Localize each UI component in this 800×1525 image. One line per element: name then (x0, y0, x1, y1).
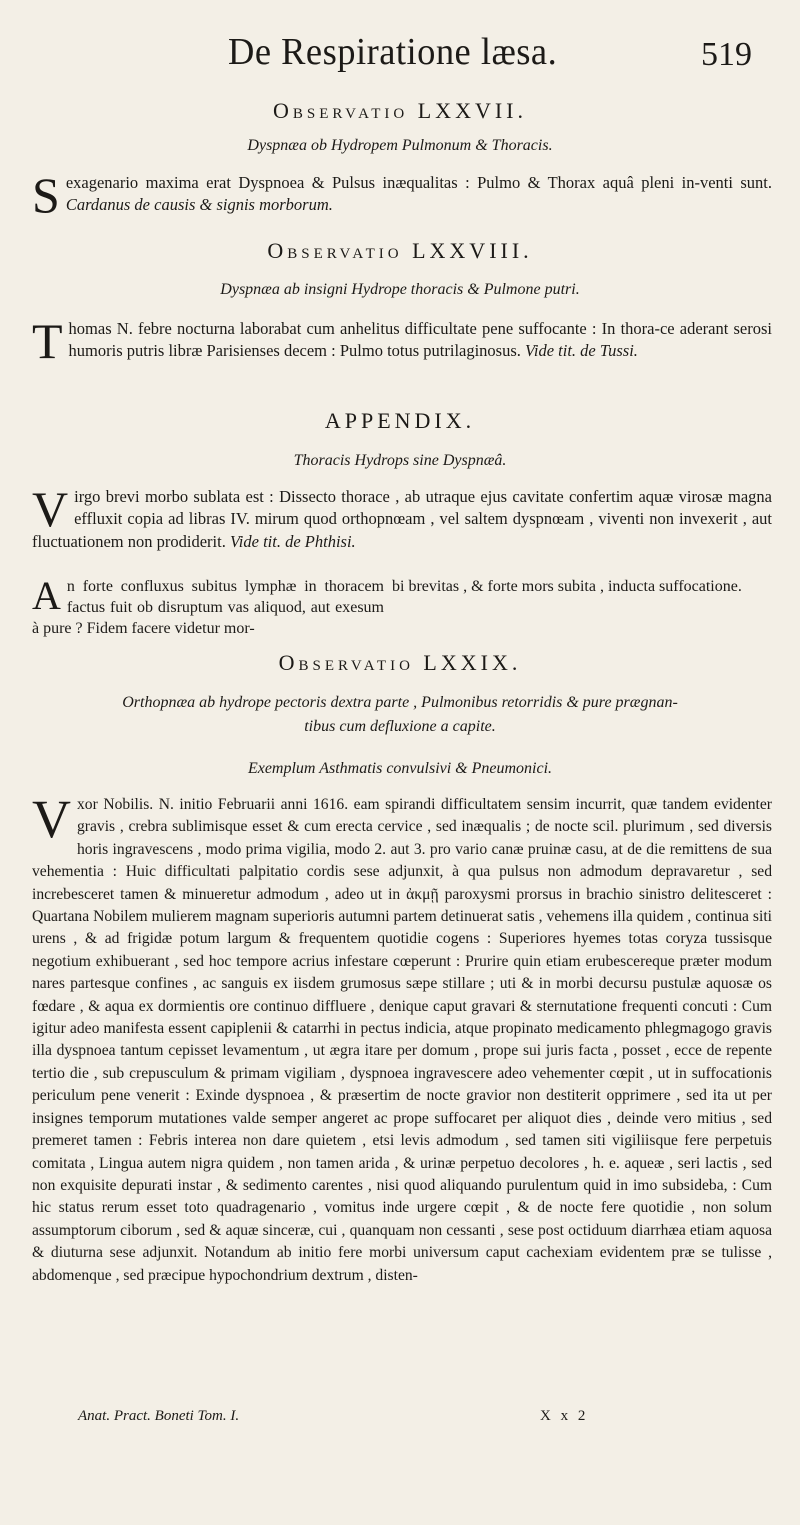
observation-77-text (32, 167, 772, 223)
page-footer (0, 1408, 800, 1432)
observation-78-heading: Observatio LXXVIII. (267, 238, 533, 263)
observation-77-body: exagenario maxima erat Dyspnoea & Pulsus inæqualitas : Pulmo & Thorax aquâ pleni in-venti sunt. (65, 173, 772, 192)
observation-79-subtitle-2: Exemplum Asthmatis convulsivi & Pneumonici. (247, 760, 553, 777)
observation-78-text (32, 313, 772, 369)
observation-78-body: homas N. febre nocturna laborabat cum anhelitus difficultate pene suffocante : In thora-ce aderant serosi humoris putris libræ Parisienses decem : Pulmo totus putrilaginosus. (68, 319, 772, 361)
observation-77-subtitle: Dyspnæa ob Hydropem Pulmonum & Thoracis. (247, 137, 553, 154)
footer-signature-mark: X x 2 (540, 1408, 589, 1424)
appendix-column-left (32, 573, 384, 639)
drop-cap: A (32, 573, 61, 618)
page-number: 519 (701, 36, 752, 73)
appendix-column-right: bi brevitas , & forte mors subita , inducta suffocatione. (392, 578, 742, 595)
reference: Vide tit. de Tussi. (525, 341, 638, 361)
appendix-column-left-text: n forte confluxus subitus lymphæ in thoracem factus fuit ob disruptum vas aliquod, aut exesum à pure ? Fidem facere videtur mor- (32, 578, 384, 637)
running-title: De Respiratione læsa. (228, 31, 558, 73)
appendix-body: irgo brevi morbo sublata est : Dissecto thorace , ab utraque ejus cavitate confertim aquæ virosæ magna effluxit copia ad libras IV. mirum quod orthopnœam , vel saltem dyspnœam , viventi non invexerit , aut fluctuationem non prodiderit. (32, 487, 772, 551)
page-header (0, 30, 800, 80)
drop-cap: V (32, 481, 69, 537)
drop-cap: S (32, 167, 60, 223)
drop-cap: T (32, 313, 63, 369)
observation-79-heading: Observatio LXXIX. (278, 650, 522, 675)
reference: Cardanus de causis & signis morborum. (65, 195, 333, 215)
observation-79-subtitle-line1: Orthopnæa ab hydrope pectoris dextra parte , Pulmonibus retorridis & pure prægnan- (122, 694, 678, 711)
observation-79-body: xor Nobilis. N. initio Februarii anni 1616. eam spirandi difficultatem sensim incurrit, quæ tandem evidenter gravis , crebra sublimisque esset & cum erecta cervice , sed inæqualis ; de nocte scil. plurimum , sed diversis horis ingravescens , modo prima vigilia, modo 2. aut 3. pro vario canæ pruinæ casu, at de die remittens de sua vehementia : Huic difficultati palpitatio cordis sese adjunxit, à qua pulsus non admodum depravaretur , sed increbesceret tamen & minueretur admodum , adeo ut in ἀκμῇ paroxysmi prorsus in brachio sinistro delitesceret : Quartana Nobilem mulierem magnam superioris autumni partem detinuerat satis , vehemens illa quidem , continua siti urens , & ad frigidæ potum largum & frequentem quotidie cogens : Superiores hyemes totas coryza tussisque negotium exhibuerant , sed hoc tempore acrius infestare cœperunt : Prurire quin etiam erubescereque præter modum nares partesque confines , ac sanguis ex iisdem grumosus sæpe stillare ; uti & in morbi decursu pustulæ aquosæ os fœdare , & aqua ex dormientis ore continuo diffluere , denique caput gravari & sternutatione frequenti concuti : Cum igitur adeo manifesta essent capiplenii & catarrhi in pectus indicia, atque propinato medicamento phlegmagogo gravis illa dyspnoea tantum cepisset levamentum , ut ægra itare per domum , prope sui juris facta , posset , ecce de repente tertio die , sub crepusculum & primam vigiliam , dyspnoea ingravescere adeo vehementer cœpit , ut in suffocationis periculum pene venerit : Exinde dyspnoea , & præsertim de nocte gravior non destiterit opprimere , sed ita ut per insignes temporum mutationes valde semper angeret ac prope suffocaret per aliquot dies , deinde vero mitius , sed premeret tamen : Febris interea non dare quietem , etsi levis admodum , sed tamen siti vigiliisque fere perpetuis comitata , Lingua autem nigra quidem , non tamen arida , & urinæ perpetuo decolores , h. e. aqueæ , seri lactis , sed non exquisite depurati instar , & sedimento carentes , nisi quod aliquando purulentum quid in imo subsideba, : Cum hic status rerum esset toto quadragenario , vomitus inde urgere cœpit , & de nocte fere quotidie , non solum assumptorum ciborum , sed & aquæ sinceræ, cui , quanquam non cessanti , sese post octiduum diarrhæa etiam aquosa & diuturna sese adjunxit. Notandum ab initio fere morbi universum caput cachexiam evidentem præ se tulisse , abdomenque , sed præcipue hypochondrium dextrum , disten- (32, 796, 772, 1284)
observation-77-heading: Observatio LXXVII. (272, 98, 527, 123)
drop-cap: V (32, 789, 71, 849)
observation-79-text (32, 789, 772, 1287)
footer-signature-left: Anat. Pract. Boneti Tom. I. (78, 1408, 240, 1424)
observation-79-subtitle-line2: tibus cum defluxione a capite. (304, 718, 496, 735)
observation-78-subtitle: Dyspnæa ab insigni Hydrope thoracis & Pulmone putri. (220, 281, 580, 298)
appendix-subtitle: Thoracis Hydrops sine Dyspnæâ. (293, 452, 507, 469)
reference: Vide tit. de Phthisi. (229, 531, 356, 551)
appendix-text (32, 481, 772, 553)
appendix-heading: APPENDIX. (324, 408, 476, 433)
